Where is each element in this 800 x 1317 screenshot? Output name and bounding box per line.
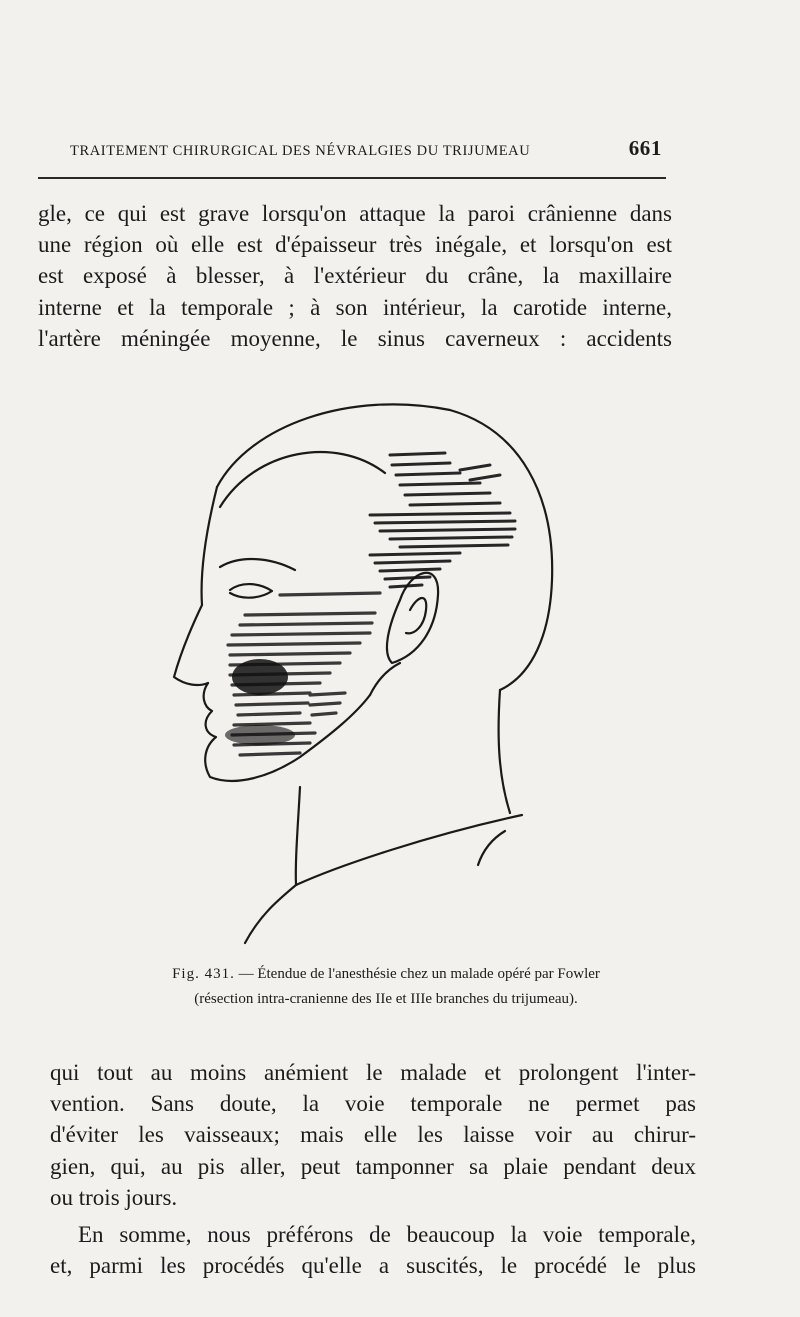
text-line: gien, qui, au pis aller, peut tamponner sa plaie pendant deux: [50, 1153, 696, 1179]
text-line: En somme, nous préférons de beaucoup la voie temporale,: [78, 1222, 696, 1247]
collar-mark: [478, 831, 505, 865]
page-number: 661: [628, 136, 662, 160]
text-line: l'artère méningée moyenne, le sinus caverneux : accidents: [38, 325, 672, 351]
caption-line-2: (résection intra-cranienne des IIe et IIIe branches du trijumeau).: [194, 991, 578, 1007]
dark-anesthesia-zone: [232, 659, 288, 695]
dark-lip-zone: [225, 725, 295, 745]
scalp-contour: [220, 452, 385, 507]
paragraph-2: [50, 1057, 696, 1213]
figure-illustration: [160, 395, 580, 955]
header-rule: [38, 177, 666, 179]
paragraph-3: [50, 1219, 696, 1281]
running-header: [70, 136, 670, 161]
collar-outline: [245, 885, 296, 943]
text-line: et, parmi les procédés qu'elle a suscités, le procédé le plus: [50, 1253, 696, 1279]
head-outline: [217, 404, 552, 690]
caption-text-1: — Étendue de l'anesthésie chez un malade opéré par Fowler: [238, 966, 600, 982]
eyebrow: [220, 559, 295, 570]
text-line: gle, ce qui est grave lorsqu'on attaque la paroi crânienne dans: [38, 201, 672, 226]
neck-back-outline: [499, 690, 510, 813]
eye: [230, 584, 272, 598]
forehead-nose-outline: [174, 487, 217, 685]
shoulder-outline: [296, 815, 522, 885]
throat-outline: [296, 787, 300, 885]
jaw-line: [370, 663, 400, 695]
running-title: TRAITEMENT CHIRURGICAL DES NÉVRALGIES DU TRIJUMEAU: [70, 143, 531, 159]
text-line: qui tout au moins anémient le malade et prolongent l'inter-: [50, 1060, 696, 1085]
figure-caption: [86, 962, 686, 1012]
ear-inner: [406, 598, 426, 633]
caption-line-1: [86, 962, 686, 987]
text-line: d'éviter les vaisseaux; mais elle les laisse voir au chirur-: [50, 1122, 696, 1148]
text-line: vention. Sans doute, la voie temporale ne permet pas: [50, 1091, 696, 1117]
text-line: ou trois jours.: [50, 1184, 178, 1210]
text-line: interne et la temporale ; à son intérieur, la carotide interne,: [38, 294, 672, 320]
text-line: est exposé à blesser, à l'extérieur du crâne, la maxillaire: [38, 263, 672, 289]
paragraph-1: [38, 198, 672, 354]
figure-label: Fig. 431.: [172, 966, 235, 982]
text-line: une région où elle est d'épaisseur très inégale, et lorsqu'on est: [38, 232, 672, 258]
